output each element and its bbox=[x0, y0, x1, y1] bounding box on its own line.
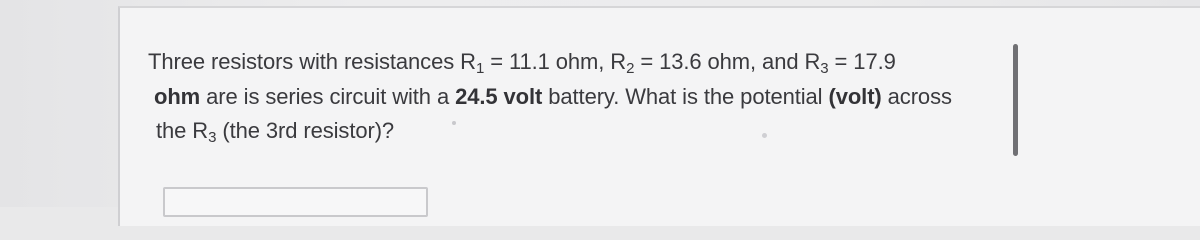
r2-subscript: 2 bbox=[626, 60, 635, 77]
r3-ref-subscript: 3 bbox=[208, 129, 217, 146]
circuit-text: are is series circuit with a bbox=[200, 83, 456, 109]
question-line-2 bbox=[148, 80, 1028, 115]
across-text: across bbox=[881, 83, 952, 109]
question-text-middle: battery. What is the potential bbox=[542, 83, 829, 109]
question-line-3 bbox=[148, 114, 1028, 149]
r3-label: R bbox=[804, 49, 821, 74]
r3-ref-label: R bbox=[192, 118, 209, 143]
the-text: the bbox=[156, 118, 193, 143]
dust-speck bbox=[452, 121, 456, 125]
question-ending: (the 3rd resistor)? bbox=[216, 118, 395, 143]
battery-voltage: 24.5 volt bbox=[455, 83, 543, 109]
question-line-1 bbox=[148, 45, 1028, 80]
r1-value: = 11.1 ohm, bbox=[484, 49, 611, 74]
unit-ohm: ohm bbox=[154, 83, 201, 109]
r3-value: = 17.9 bbox=[828, 49, 896, 74]
r1-subscript: 1 bbox=[475, 60, 485, 77]
vertical-bar-marker bbox=[1013, 44, 1018, 156]
dust-speck bbox=[762, 133, 767, 138]
r2-label: R bbox=[610, 49, 627, 74]
r2-value: = 13.6 ohm, and bbox=[634, 49, 805, 74]
r3-subscript: 3 bbox=[820, 60, 829, 77]
unit-volt: (volt) bbox=[828, 83, 882, 109]
intro-text: Three resistors with resistances bbox=[148, 49, 461, 74]
question-text bbox=[148, 45, 1028, 149]
r1-label: R bbox=[460, 49, 476, 74]
answer-input[interactable] bbox=[163, 187, 428, 217]
